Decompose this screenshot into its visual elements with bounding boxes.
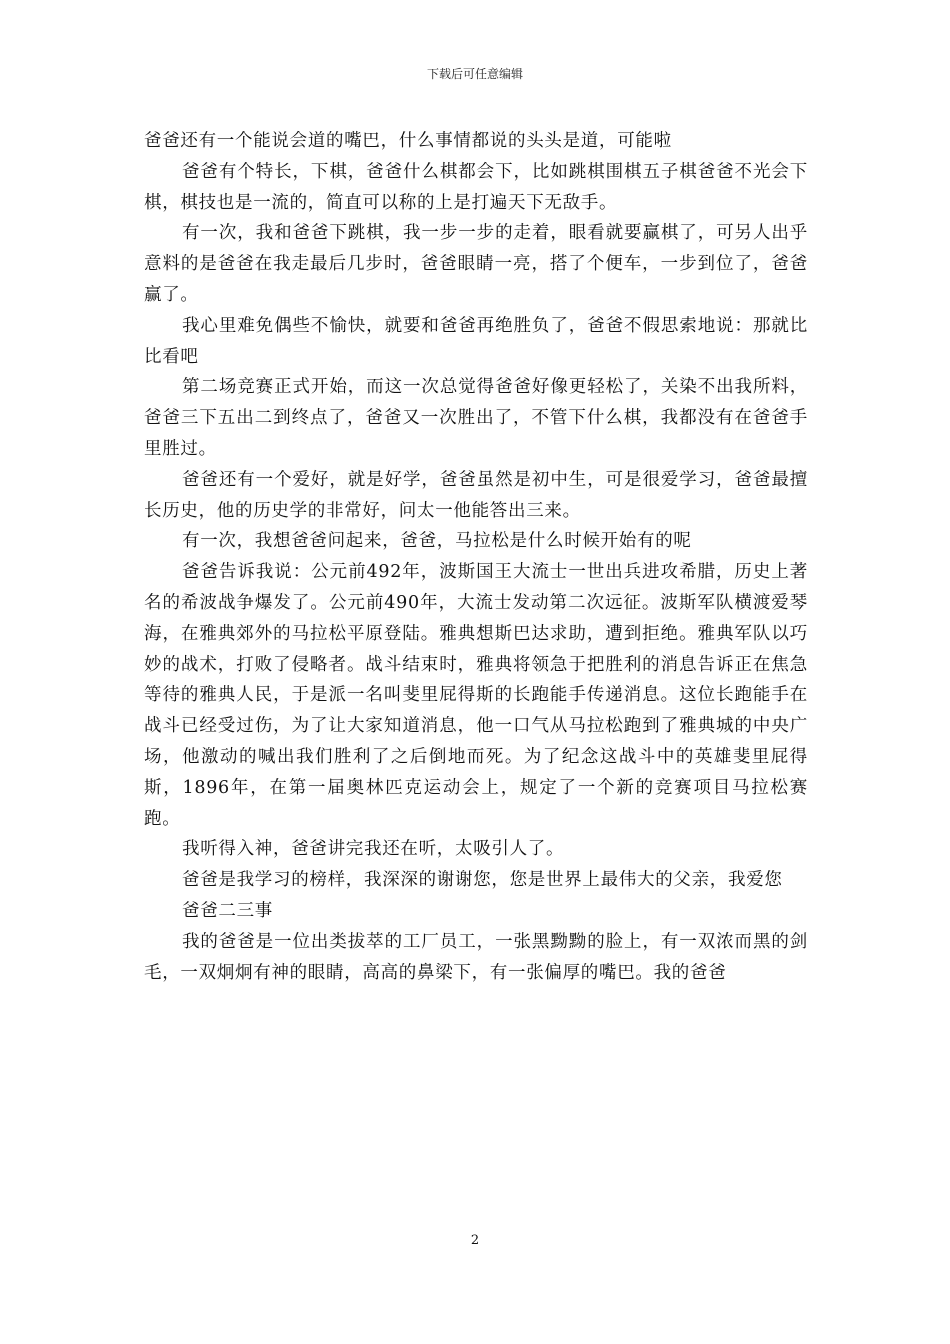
paragraph: 有一次，我和爸爸下跳棋，我一步一步的走着，眼看就要赢棋了，可另人出乎意料的是爸爸在我走最后几步时，爸爸眼睛一亮，搭了个便车，一步到位了，爸爸赢了。 [144, 223, 808, 305]
paragraph: 爸爸有个特长，下棋，爸爸什么棋都会下，比如跳棋围棋五子棋爸爸不光会下棋，棋技也是一流的，简直可以称的上是打遍天下无敌手。 [144, 161, 808, 213]
section-heading: 爸爸二三事 [182, 900, 273, 921]
page-header: 下载后可任意编辑 [426, 67, 523, 81]
paragraph: 爸爸还有一个能说会道的嘴巴，什么事情都说的头头是道，可能啦 [144, 131, 672, 151]
paragraph: 第二场竞赛正式开始，而这一次总觉得爸爸好像更轻松了，关染不出我所料，爸爸三下五出二到终点了，爸爸又一次胜出了，不管下什么棋，我都没有在爸爸手里胜过。 [144, 377, 808, 459]
document-body [144, 126, 808, 988]
paragraph: 有一次，我想爸爸问起来，爸爸，马拉松是什么时候开始有的呢 [182, 531, 692, 552]
paragraph: 我听得入神，爸爸讲完我还在听，太吸引人了。 [182, 839, 565, 860]
paragraph: 我心里难免偶些不愉快，就要和爸爸再绝胜负了，爸爸不假思索地说：那就比比看吧 [144, 315, 808, 367]
page-number: 2 [470, 1233, 480, 1248]
paragraph: 爸爸还有一个爱好，就是好学，爸爸虽然是初中生，可是很爱学习，爸爸最擅长历史，他的历史学的非常好，问太一他能答出三来。 [144, 469, 808, 521]
paragraph: 爸爸是我学习的榜样，我深深的谢谢您，您是世界上最伟大的父亲，我爱您 [182, 870, 783, 891]
paragraph: 爸爸告诉我说：公元前492年，波斯国王大流士一世出兵进攻希腊，历史上著名的希波战争爆发了。公元前490年，大流士发动第二次远征。波斯军队横渡爱琴海，在雅典郊外的马拉松平原登陆。雅典想斯巴达求助，遭到拒绝。雅典军队以巧妙的战术，打败了侵略者。战斗结束时，雅典将领急于把胜利的消息告诉正在焦急等待的雅典人民，于是派一名叫斐里屁得斯的长跑能手传递消息。这位长跑能手在战斗已经受过伤，为了让大家知道消息，他一口气从马拉松跑到了雅典城的中央广场，他激动的喊出我们胜利了之后倒地而死。为了纪念这战斗中的英雄斐里屁得斯，1896年，在第一届奥林匹克运动会上，规定了一个新的竞赛项目马拉松赛跑。 [144, 562, 808, 829]
paragraph: 我的爸爸是一位出类拔萃的工厂员工，一张黑黝黝的脸上，有一双浓而黑的剑毛，一双炯炯有神的眼睛，高高的鼻梁下，有一张偏厚的嘴巴。我的爸爸 [144, 931, 808, 983]
